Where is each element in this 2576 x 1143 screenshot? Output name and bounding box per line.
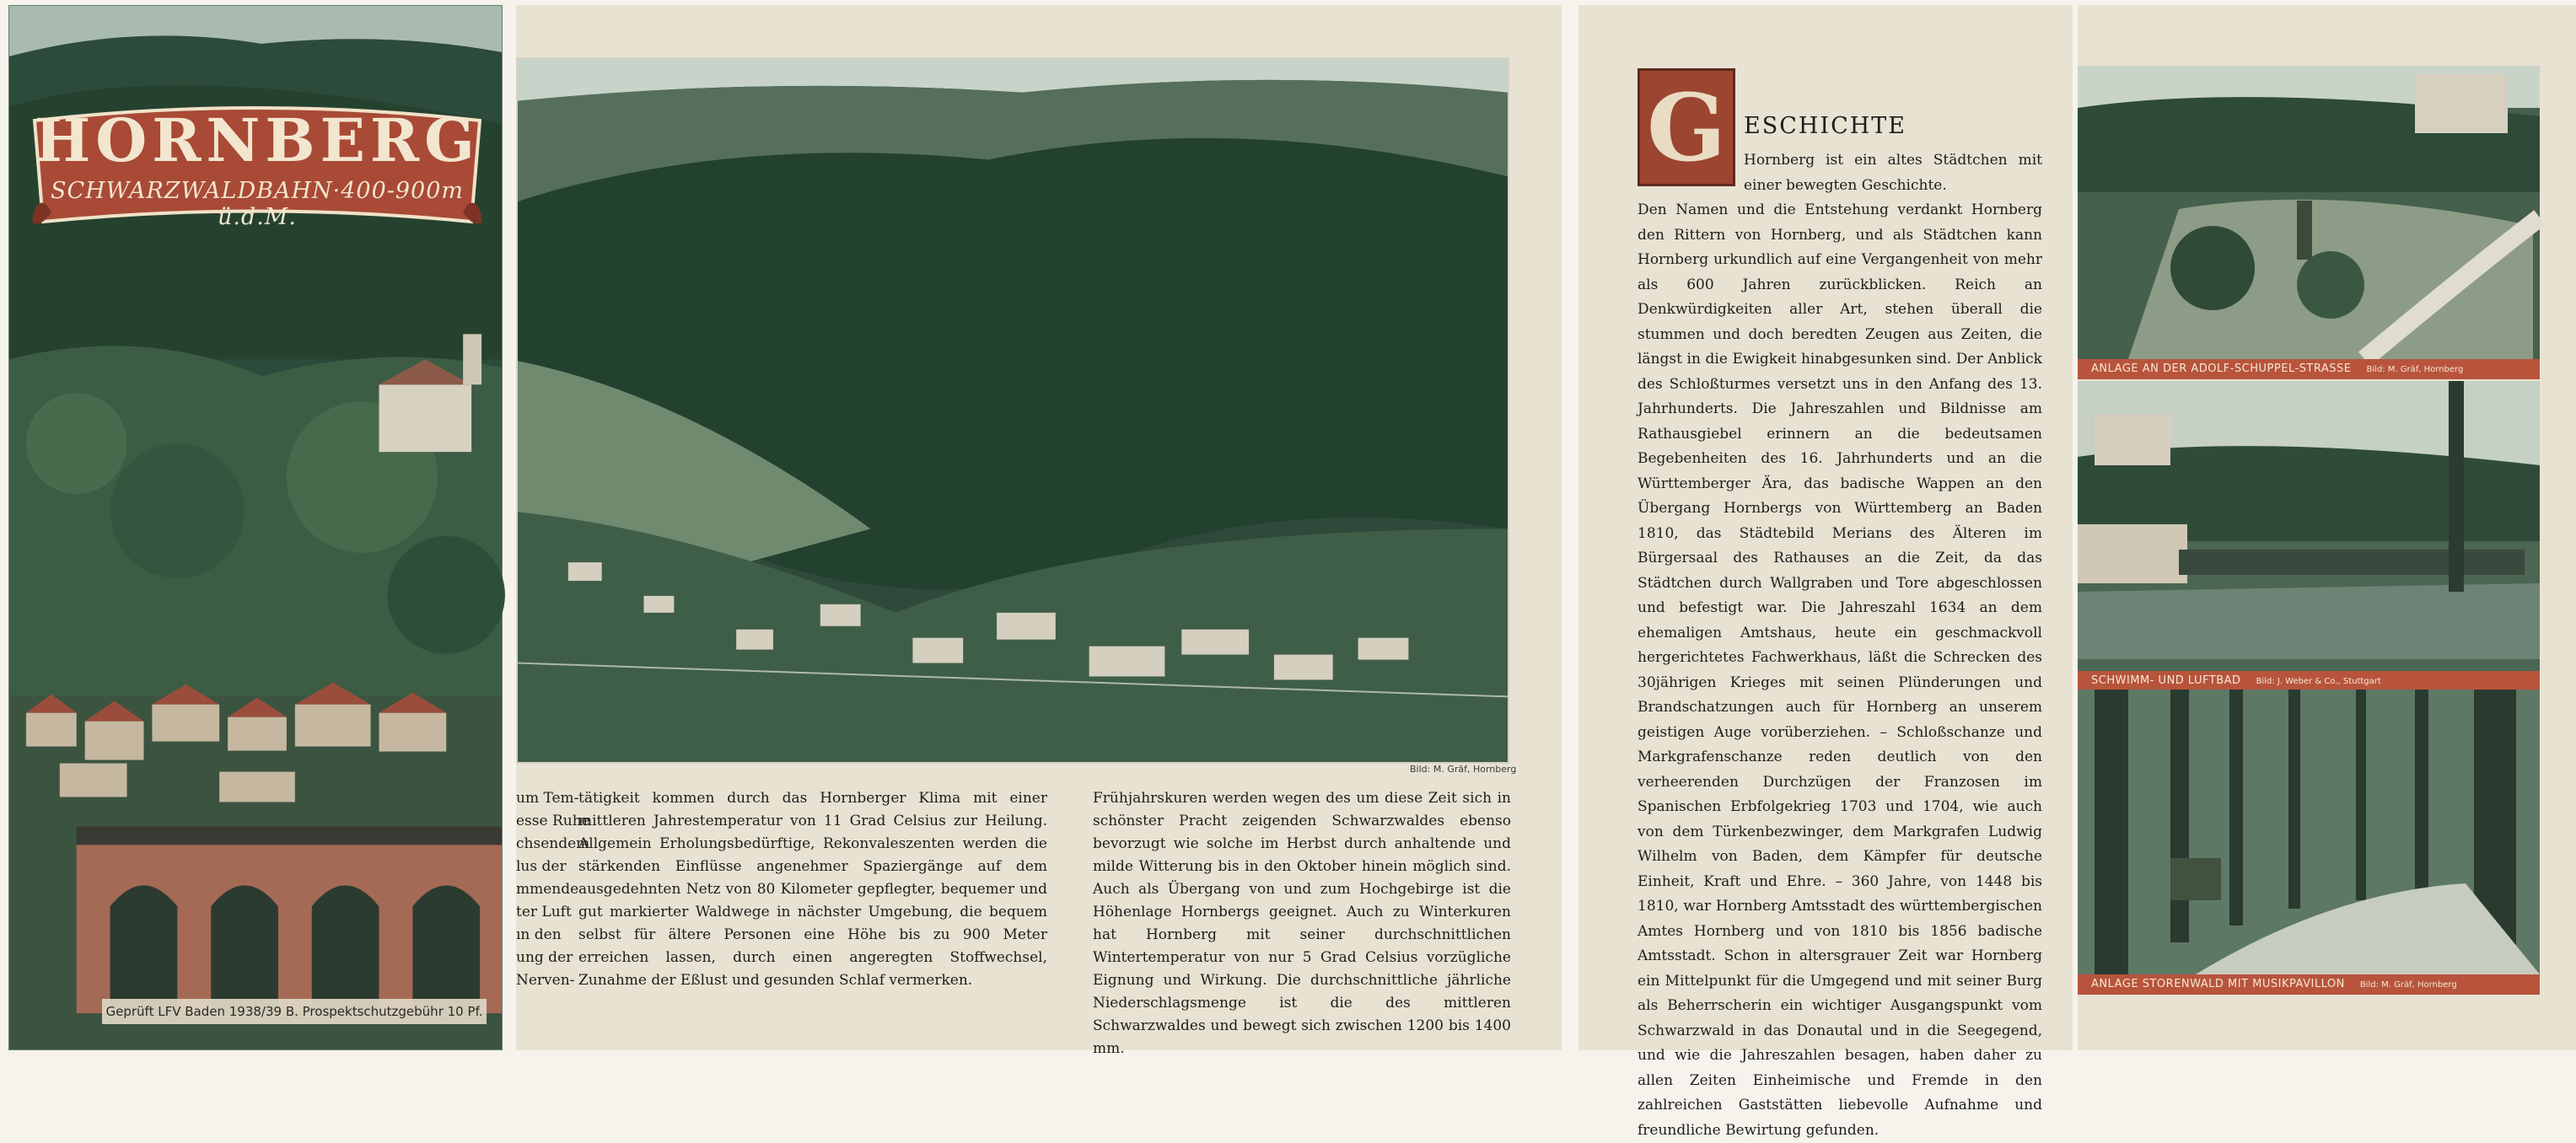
- caption-credit: Bild: M. Gräf, Hornberg: [2366, 365, 2464, 374]
- cover-footer-note: Geprüft LFV Baden 1938/39 B. Prospektschutzgebühr 10 Pf.: [102, 999, 487, 1024]
- text-line: mmende: [516, 881, 579, 898]
- valley-photo-credit: Bild: M. Gräf, Hornberg: [1410, 764, 1517, 775]
- text-line: ung der: [516, 949, 573, 966]
- caption-swimming-pool: [2078, 671, 2540, 691]
- swimming-pool-photo: [2078, 381, 2540, 671]
- drop-cap-letter: G: [1647, 73, 1726, 182]
- text-line: Nerven-: [516, 972, 575, 989]
- history-body: [1638, 148, 2042, 1143]
- cover-subtitle: SCHWARZWALDBAHN·400-900m ü.d.M.: [50, 178, 465, 230]
- cover-title: HORNBERG: [35, 105, 480, 175]
- caption-text: ANLAGE AN DER ADOLF-SCHUPPEL-STRASSE: [2091, 362, 2352, 375]
- history-lead: Hornberg ist ein altes Städtchen mit einer bewegten Geschichte.: [1744, 152, 2042, 194]
- cover-panel: [8, 5, 503, 1050]
- history-heading: ESCHICHTE: [1744, 113, 1906, 139]
- text-line: ter Luft: [516, 904, 572, 920]
- text-line: chsendem: [516, 835, 590, 852]
- valley-panel: [516, 5, 1562, 1057]
- history-panel: [1578, 5, 2073, 1139]
- seasons-text-column: Frühjahrskuren werden wegen des um diese Zeit sich in schönster Pracht zeigenden Schwarzwaldes ebenso bevorzugt wie solche im Herbst durch anhaltende und milde Witterung bis in den Oktober hinein möglich sind. Auch als Übergang von und zum Hochgebirge ist die Höhenlage Hornbergs geeignet. Auch zu Winterkuren hat Hornberg mit seiner durchschnittlichen Wintertemperatur von nur 5 Grad Celsius vorzügliche Eignung und Wirkung. Die durchschnittliche jährliche Niederschlagsmenge ist die des mittleren Schwarzwaldes und bewegt sich zwischen 1200 bis 1400 mm.: [1093, 790, 1511, 1057]
- caption-text: ANLAGE STORENWALD MIT MUSIKPAVILLON: [2091, 978, 2345, 990]
- caption-credit: Bild: M. Gräf, Hornberg: [2359, 980, 2457, 990]
- text-line: ın den: [516, 926, 562, 943]
- garden-photo: [2078, 66, 2540, 359]
- caption-garden: [2078, 359, 2540, 379]
- text-line: esse Ruhe: [516, 813, 590, 829]
- photos-panel: [2078, 5, 2576, 1050]
- forest-park-photo: [2078, 690, 2540, 995]
- caption-text: SCHWIMM- UND LUFTBAD: [2091, 674, 2241, 687]
- cover-title-banner: [26, 95, 488, 239]
- text-line: um Tem-: [516, 790, 579, 807]
- caption-credit: Bild: J. Weber & Co., Stuttgart: [2256, 677, 2381, 686]
- valley-photo: [516, 57, 1509, 764]
- caption-forest-park: [2078, 974, 2540, 995]
- climate-text-column: tätigkeit kommen durch das Hornberger Klima mit einer mittleren Jahrestemperatur von 11 Grad Celsius zur Heilung. Allgemein Erholungsbedürftige, Rekonvaleszenten werden die stärkenden Einflüsse angenehmer Spaziergänge auf dem ausgedehnten Netz von 80 Kilometer gepflegter, bequemer und gut markierter Waldwege in nächster Umgebung, die bequem selbst für ältere Personen eine Höhe bis zu 900 Meter erreichen lassen, durch einen angeregten Stoffwechsel, Zunahme der Eßlust und gesunden Schlaf vermerken.: [578, 790, 1047, 989]
- history-paragraph: Den Namen und die Entstehung verdankt Hornberg den Rittern von Hornberg, und als Städtchen kann Hornberg urkundlich auf eine Vergangenheit von mehr als 600 Jahren zurückblicken. Reich an Denkwürdigkeiten aller Art, stehen überall die stummen und doch beredten Zeugen aus Zeiten, die längst in die Ewigkeit hinabgesunken sind. Der Anblick des Schloßturmes versetzt uns in den Anfang des 13. Jahrhunderts. Die Jahreszahlen und Bildnisse am Rathausgiebel erinnern an die bedeutsamen Begebenheiten des 16. Jahrhunderts und an die Württemberger Ära, das badische Wappen an den Übergang Hornbergs von Württemberg an Baden 1810, das Städtebild Merians des Älteren im Bürgersaal des Rathauses an die Zeit, da das Städtchen durch Wallgraben und Tore abgeschlossen und befestigt war. Die Jahreszahl 1634 an dem ehemaligen Amtshaus, heute ein geschmackvoll hergerichtetes Fachwerkhaus, läßt die Schrecken des 30jährigen Krieges mit seinen Plünderungen und Brandschatzungen auch für Hornberg an unserem geistigen Auge vorüberziehen. – Schloßschanze und Markgrafenschanze reden deutlich von den verheerenden Durchzügen der Franzosen im Spanischen Erbfolgekrieg 1703 und 1704, wie auch von dem Türkenbezwinger, dem Markgrafen Ludwig Wilhelm von Baden, dem Kämpfer für deutsche Einheit, Kraft und Ehre. – 360 Jahre, von 1448 bis 1810, war Hornberg Amtsstadt des württembergischen Amtes Hornberg und von 1810 bis 1856 badische Amtsstadt. Schon in altersgrauer Zeit war Hornberg ein Mittelpunkt für die Umgegend und mit seiner Burg als Beherrscherin ein wichtiger Ausgangspunkt vom Schwarzwald in das Donautal und in die Seegegend, und wie die Jahreszahlen besagen, haben daher zu allen Zeiten Einheimische und Fremde in den zahlreichen Gaststätten liebevolle Aufnahme und freundliche Bewirtung gefunden.: [1638, 201, 2042, 1139]
- text-line: lus der: [516, 858, 567, 875]
- cut-text-column: [516, 787, 590, 992]
